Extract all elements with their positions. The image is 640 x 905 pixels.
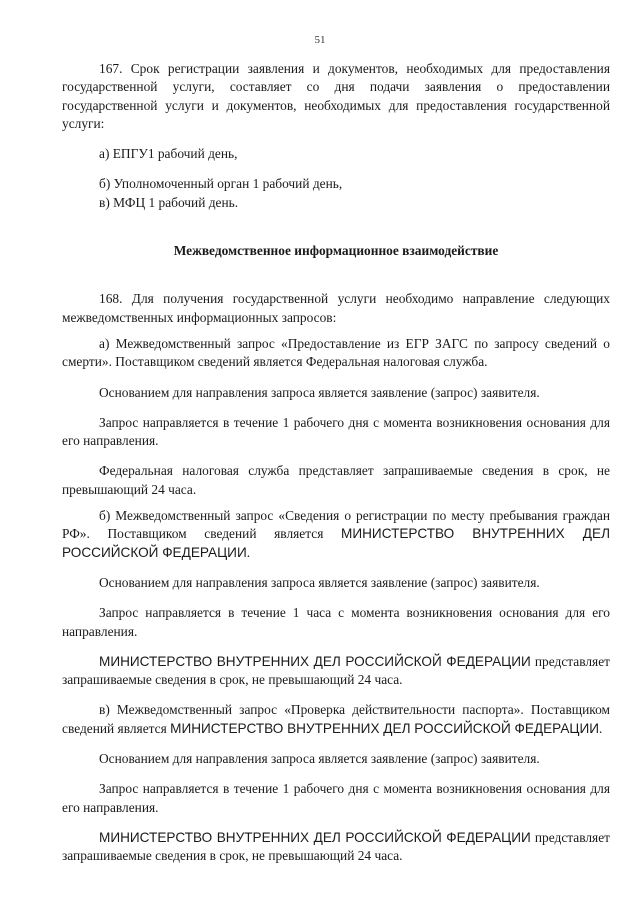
clause-168-c-response-text: представляет запрашиваемые сведения в срок, не превышающий 24 часа. [62,829,611,864]
clause-168-a-timing: Запрос направляется в течение 1 рабочего дня с момента возникновения основания для его направления. [62,414,610,449]
clause-168-c-basis: Основанием для направления запроса является заявление (запрос) заявителя. [99,751,540,767]
clause-168-c-request-text: в) Межведомственный запрос «Проверка действительности паспорта». Поставщиком сведений является [62,702,610,736]
clause-168-c-response [62,829,610,866]
clause-168-b-response-provider: МИНИСТЕРСТВО ВНУТРЕННИХ ДЕЛ РОССИЙСКОЙ ФЕДЕРАЦИИ [99,653,531,669]
clause-167: 167. Срок регистрации заявления и документов, необходимых для предоставления государственной услуги, составляет со дня подачи заявления о предоставлении государственной услуги и документов, необходимых для предоставления государственной услуги: [62,61,610,131]
clause-168-b-request [62,507,610,562]
clause-168-a-basis: Основанием для направления запроса является заявление (запрос) заявителя. [99,384,540,400]
page-number: 51 [314,34,326,46]
clause-168-a-response: Федеральная налоговая служба представляет запрашиваемые сведения в срок, не превышающий 24 часа. [62,463,610,497]
document-body [62,60,610,866]
clause-167-item-c: в) МФЦ 1 рабочий день. [99,194,239,210]
clause-168-c-request-end: . [598,720,603,736]
clause-168-b-timing: Запрос направляется в течение 1 часа с момента возникновения основания для его направления. [62,605,610,639]
clause-167-item-b: б) Уполномоченный орган 1 рабочий день, [99,176,343,192]
clause-168-b-provider: МИНИСТЕРСТВО ВНУТРЕННИХ ДЕЛ РОССИЙСКОЙ ФЕДЕРАЦИИ [62,526,610,560]
clause-168-b-request-text: б) Межведомственный запрос «Сведения о регистрации по месту пребывания граждан РФ». Поставщиком сведений является [62,508,610,542]
clause-168-c-response-provider: МИНИСТЕРСТВО ВНУТРЕННИХ ДЕЛ РОССИЙСКОЙ ФЕДЕРАЦИИ [99,829,531,845]
clause-168-c-provider: МИНИСТЕРСТВО ВНУТРЕННИХ ДЕЛ РОССИЙСКОЙ ФЕДЕРАЦИИ [170,720,599,736]
clause-168-c-request [62,701,610,738]
clause-168-b-response [62,653,610,690]
clause-168-c-timing: Запрос направляется в течение 1 рабочего дня с момента возникновения основания для его направления. [62,781,610,815]
clause-168-b-response-text: представляет запрашиваемые сведения в срок, не превышающий 24 часа. [62,653,611,688]
clause-168-a-request: а) Межведомственный запрос «Предоставление из ЕГР ЗАГС по запросу сведений о смерти». Поставщиком сведений является Федеральная налоговая служба. [62,335,610,370]
clause-168-b-basis: Основанием для направления запроса является заявление (запрос) заявителя. [99,574,540,590]
clause-168-intro: 168. Для получения государственной услуги необходимо направление следующих межведомственных информационных запросов: [62,291,610,325]
section-heading: Межведомственное информационное взаимодействие [173,243,499,259]
clause-168-b-request-end: . [246,544,251,560]
clause-167-item-a: а) ЕПГУ1 рабочий день, [99,146,238,162]
